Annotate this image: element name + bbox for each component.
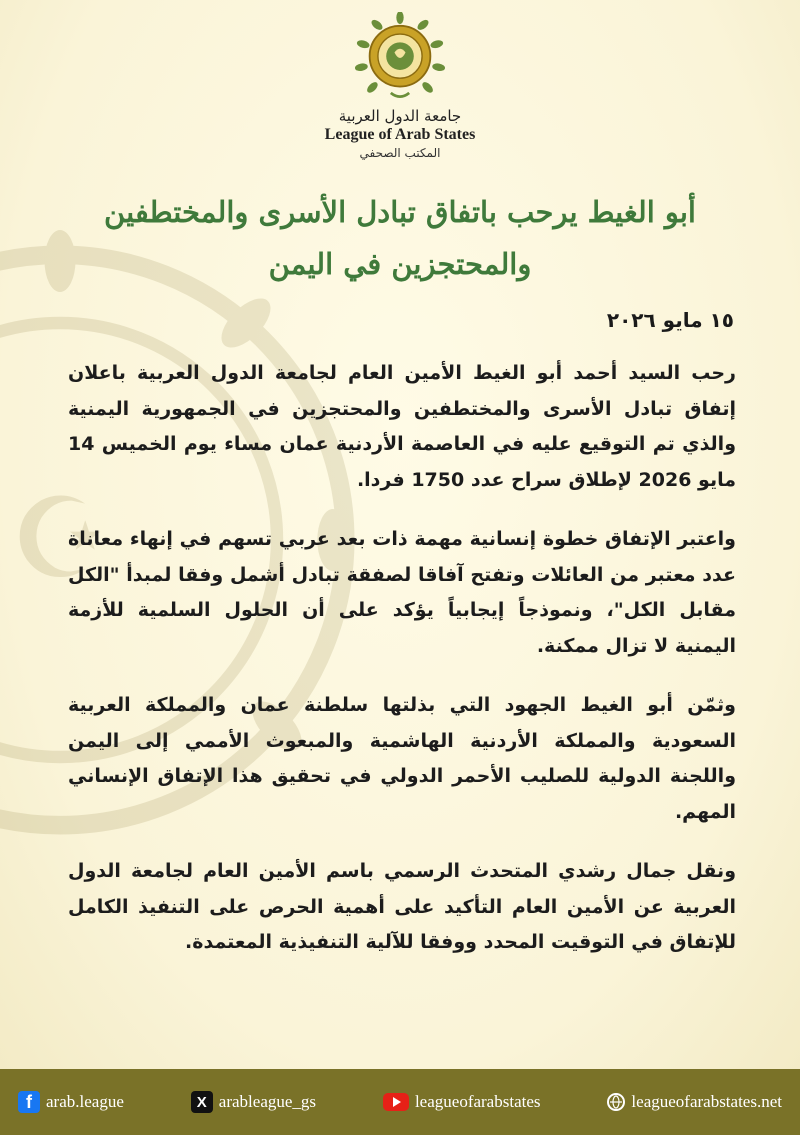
press-office-label: المكتب الصحفي <box>359 146 441 160</box>
x-handle: arableague_gs <box>218 1092 317 1111</box>
release-date: ١٥ مايو ٢٠٢٦ <box>606 308 734 332</box>
social-footer <box>0 1069 800 1135</box>
website-url: leagueofarabstates.net <box>631 1092 782 1111</box>
organization-name-arabic: جامعة الدول العربية <box>338 107 462 125</box>
svg-text:☪: ☪ <box>9 474 111 605</box>
youtube-handle: leagueofarabstates <box>414 1092 541 1111</box>
youtube-icon <box>383 1093 409 1111</box>
x-icon: X <box>191 1091 213 1113</box>
facebook-handle: arab.league <box>46 1092 124 1111</box>
facebook-icon: f <box>18 1091 40 1113</box>
paragraph: رحب السيد أحمد أبو الغيط الأمين العام لجامعة الدول العربية باعلان إتفاق تبادل الأسرى والمختطفين والمحتجزين في الجمهورية اليمنية والذي تم التوقيع عليه في العاصمة الأردنية عمان مساء يوم الخميس 14 مايو 2026 لإطلاق سراح عدد 1750 فردا. <box>68 362 736 491</box>
x-link[interactable] <box>191 1091 316 1113</box>
paragraph: واعتبر الإتفاق خطوة إنسانية مهمة ذات بعد عربي تسهم في إنهاء معاناة عدد معتبر من العائلات وتفتح آفاقا لصفقة تبادل أشمل وفقا لمبدأ "الكل مقابل الكل"، ونموذجاً إيجابياً يؤكد على أن الحلول السلمية للأزمة اليمنية لا تزال ممكنة. <box>68 528 736 657</box>
paragraph: ونقل جمال رشدي المتحدث الرسمي باسم الأمين العام لجامعة الدول العربية عن الأمين العام التأكيد على أهمية الحرص على التنفيذ الكامل للإتفاق في التوقيت المحدد ووفقا للآلية التنفيذية المعتمدة. <box>68 860 736 953</box>
article-body <box>68 356 736 985</box>
youtube-link[interactable] <box>383 1092 541 1112</box>
arab-league-emblem-icon <box>354 12 446 104</box>
headline-line-2: والمحتجزين في اليمن <box>268 247 532 281</box>
headline <box>60 186 740 290</box>
website-link[interactable] <box>607 1092 782 1112</box>
headline-line-1: أبو الغيط يرحب باتفاق تبادل الأسرى والمختطفين <box>104 195 696 229</box>
paragraph: وثمّن أبو الغيط الجهود التي بذلتها سلطنة عمان والمملكة العربية السعودية والمملكة الأردنية الهاشمية والمبعوث الأممي إلى اليمن واللجنة الدولية للصليب الأحمر الدولي في تحقيق هذا الإتفاق الإنساني المهم. <box>68 694 736 823</box>
facebook-link[interactable] <box>18 1091 124 1113</box>
globe-icon <box>607 1093 625 1111</box>
letterhead <box>0 12 800 162</box>
organization-name-english: League of Arab States <box>324 126 476 143</box>
